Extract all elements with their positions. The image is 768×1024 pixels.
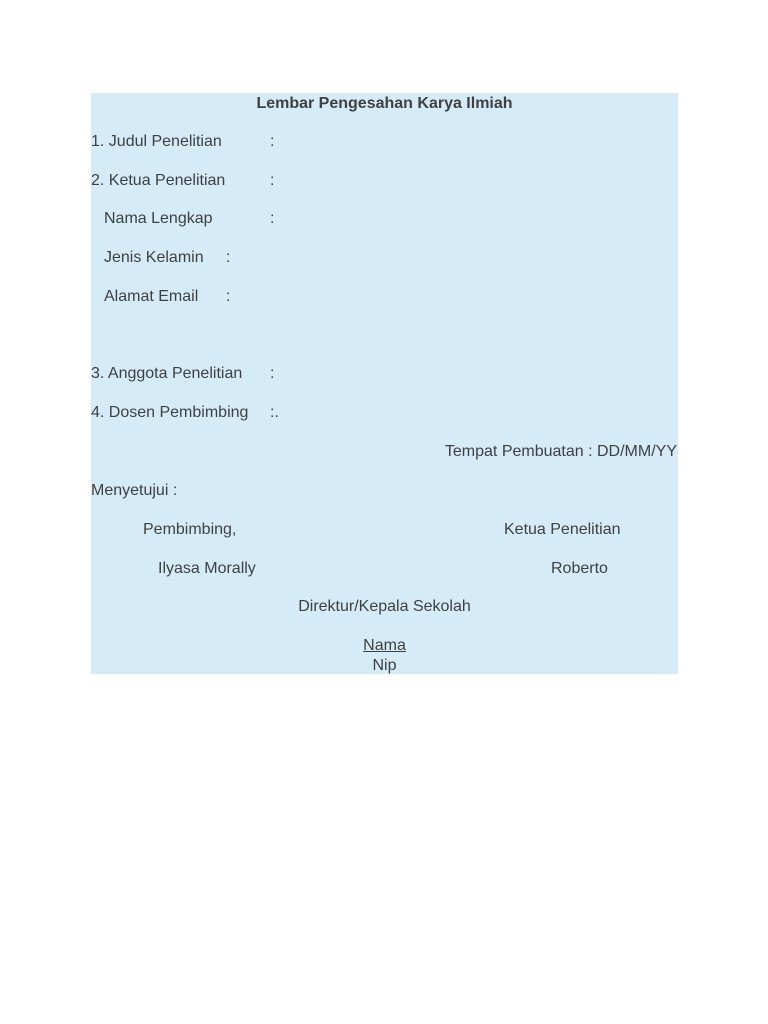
director-name-row — [91, 636, 678, 656]
nama-lengkap-colon: : — [270, 210, 275, 227]
right-signer-name: Roberto — [551, 560, 608, 577]
dosen-label: 4. Dosen Pembimbing — [91, 404, 249, 421]
right-signer-role: Ketua Penelitian — [504, 521, 621, 538]
left-signer-role: Pembimbing, — [143, 521, 237, 538]
jenis-kelamin-colon: : — [226, 249, 231, 266]
jenis-kelamin-label: Jenis Kelamin — [104, 249, 204, 266]
director-nip: Nip — [372, 657, 397, 674]
document-sheet — [91, 93, 678, 674]
ketua-label: 2. Ketua Penelitian — [91, 172, 226, 189]
anggota-colon: : — [270, 365, 275, 382]
document-title: Lembar Pengesahan Karya Ilmiah — [256, 95, 513, 112]
judul-colon: : — [270, 133, 275, 150]
director-role: Direktur/Kepala Sekolah — [298, 598, 471, 615]
alamat-email-label: Alamat Email — [104, 288, 199, 305]
alamat-email-colon: : — [226, 288, 231, 305]
left-signer-name: Ilyasa Morally — [158, 560, 256, 577]
place-date: Tempat Pembuatan : DD/MM/YY — [444, 443, 677, 460]
judul-label: 1. Judul Penelitian — [91, 133, 222, 150]
anggota-label: 3. Anggota Penelitian — [91, 365, 243, 382]
director-name: Nama — [363, 637, 406, 654]
approval-label: Menyetujui : — [91, 482, 178, 499]
nama-lengkap-label: Nama Lengkap — [104, 210, 213, 227]
ketua-colon: : — [270, 172, 275, 189]
dosen-colon: :. — [270, 404, 279, 421]
